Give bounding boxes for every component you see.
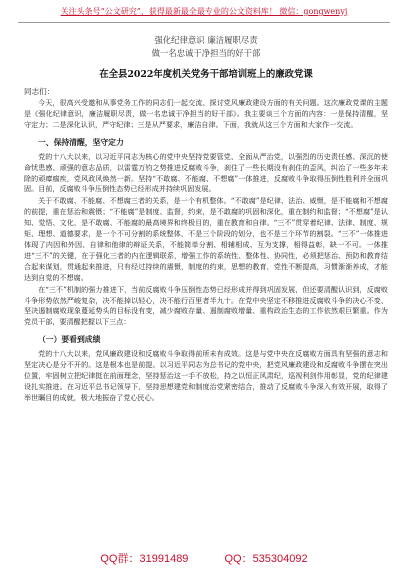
paragraph: 党的十八大以来，以习近平同志为核心的党中央坚持党要管党、全面从严治党，以强烈的历史责任感、深沉的使命忧患感、顽强的意志品质，以雷霆万钧之势推进反腐败斗争，刹住了一些长期没有刹住的歪风，纠治了一些多年未除的顽瘴痼疾，党风政风焕然一新。坚持“不敢腐、不能腐、不想腐”一体推进，反腐败斗争取得压倒性胜利并全面巩固。目前，反腐败斗争压倒性态势已经形成并持续巩固发展。 — [24, 151, 388, 194]
qq-group — [100, 550, 188, 568]
subsection-heading-1: （一）要看到成绩 — [38, 335, 101, 345]
document-subtitle-1: 强化纪律意识 廉洁履职尽责 — [154, 35, 258, 45]
paragraph: 在“三不”机制的强力推进下，当前反腐败斗争压倒性态势已经形成并得到巩固发展，但还要清醒认识到，反腐败斗争形势依然严峻复杂，决不能掉以轻心，决不能行百里者半九十。在党中央坚定不移推进反腐败斗争的决心不变、坚决遏制腐败现象蔓延势头的目标没有变，减少腐败存量、遏制腐败增量、重构政治生态的工作依然艰巨繁重。作为党员干部，要清醒把握以下三点： — [24, 284, 388, 327]
intro-paragraph: 今天，很高兴受邀和从事党务工作的同志们一起交流、探讨党风廉政建设方面的有关问题。这次廉政党课的主题是《强化纪律意识，廉洁履职尽责，做一名忠诚干净担当的好干部》。我主要谈三个方面的内容：一是保持清醒，坚守定力；二是深化认识，严守纪律；三是从严要求，廉洁自律。下面，我就从这三个方面和大家作一交流。 — [24, 98, 388, 129]
qq-contact-number: 535304092 — [252, 553, 308, 565]
qq-contact-label: QQ： — [224, 553, 253, 565]
header-divider — [18, 22, 390, 23]
paragraph: 党的十八大以来，党风廉政建设和反腐败斗争取得前所未有成效。这是与党中央在反腐败方面具有坚强的意志和坚定决心是分不开的。这是根本也是前提。以习近平同志为总书记的党中央，把党风廉政建设和反腐败斗争摆在突出位置，牢固树立把纪律挺在前面理念，坚持惩治这一手不放松，持之以恒正风肃纪，巡视利剑作用彰显，党的纪律建设扎实推进。在习近平总书记领导下，坚持思想建党和制度治党紧密结合，推动了反腐败斗争深入有效开展，取得了举世瞩目的成就，极大地振奋了党心民心。 — [24, 349, 388, 402]
qq-contact — [224, 550, 307, 568]
footer-contact — [0, 550, 408, 568]
document-page — [24, 34, 388, 539]
paragraph: 关于不敢腐、不能腐、不想腐三者的关系，是一个有机整体。“不敢腐”是纪律、法治、威慑，是不能腐和不想腐的前提，重在惩治和震慑；“不能腐”是制度、监督，约束，是不敢腐的巩固和深化，重在制约和监督；“不想腐”是认知、觉悟、文化，是不敢腐、不能腐的最高境界和终极目的，重在教育和自律。“三不”贯穿着纪律、法律、制度、规矩、理想、道德要求，是一个不可分割的系统整体，不是三个阶段的划分，也不是三个环节的割裂。“三不”一体推进体现了内因和外因、自律和他律的辩证关系，不能简单分割、相辅相成、互为支撑，相得益彰，缺一不可。一体推进“三不”的关键，在于强化三者的内在逻辑联系，增强工作的系统性、整体性、协同性，必须把惩治、预防和教育结合起来谋划，贯通起来推进，只有经过持续的震慑，制度的约束，思想的教育，党性不断提高，习惯渐渐养成，才能达到自觉的不想腐。 — [24, 196, 388, 282]
document-title: 在全县2022年度机关党务干部培训班上的廉政党课 — [99, 69, 313, 80]
document-subtitle-2: 做一名忠诚干净担当的好干部 — [151, 48, 261, 58]
qq-group-number: 31991489 — [139, 553, 189, 565]
section-heading-1: 一、保持清醒，坚守定力 — [38, 137, 124, 147]
promo-banner-link[interactable]: 关注头条号“公文研究”，获得最新最全最专业的公文资料库！ 微信：gongwenyj — [60, 7, 348, 16]
greeting: 同志们： — [24, 87, 55, 96]
qq-group-label: QQ群： — [100, 553, 140, 565]
